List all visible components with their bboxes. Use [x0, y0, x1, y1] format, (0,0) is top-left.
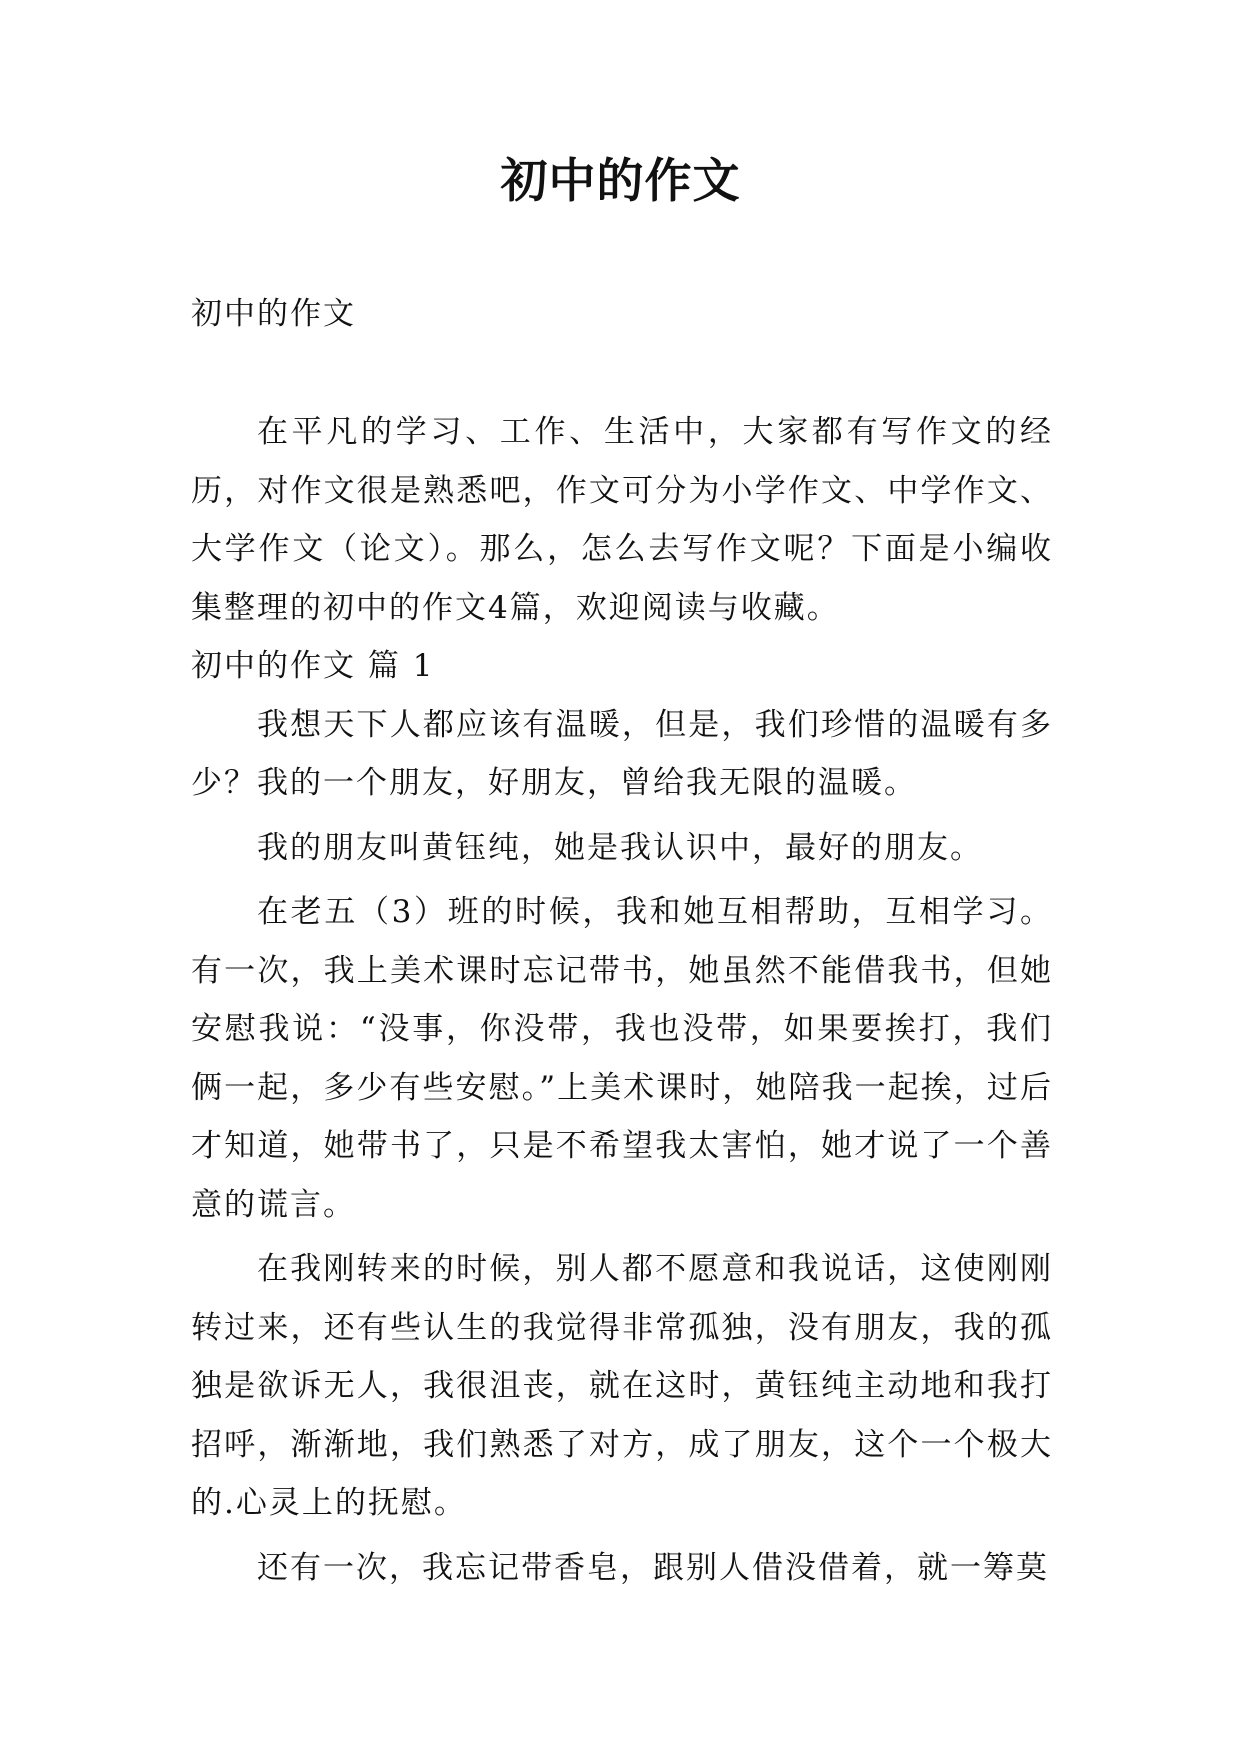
body-paragraph-2: 我的朋友叫黄钰纯，她是我认识中，最好的朋友。 — [257, 829, 983, 866]
document-body — [191, 285, 1053, 1597]
document-title: 初中的作文 — [500, 154, 741, 209]
document-subtitle: 初中的作文 — [191, 296, 356, 332]
body-paragraph-3: 在老五（3）班的时候，我和她互相帮助，互相学习。有一次，我上美术课时忘记带书，她虽然不能借我书，但她安慰我说：“没事，你没带，我也没带，如果要挨打，我们俩一起，多少有些安慰。”上美术课时，她陪我一起挨，过后才知道，她带书了，只是不希望我太害怕，她才说了一个善意的谎言。 — [191, 894, 1053, 1223]
section-heading: 初中的作文 篇 1 — [191, 648, 435, 684]
body-paragraph-1: 我想天下人都应该有温暖，但是，我们珍惜的温暖有多少？我的一个朋友，好朋友，曾给我无限的温暖。 — [191, 706, 1053, 801]
body-paragraph-5: 还有一次，我忘记带香皂，跟别人借没借着，就一筹莫 — [257, 1549, 1049, 1586]
intro-paragraph: 在平凡的学习、工作、生活中，大家都有写作文的经历，对作文很是熟悉吧，作文可分为小学作文、中学作文、大学作文（论文）。那么，怎么去写作文呢？下面是小编收集整理的初中的作文4篇，欢迎阅读与收藏。 — [191, 414, 1053, 626]
body-paragraph-4: 在我刚转来的时候，别人都不愿意和我说话，这使刚刚转过来，还有些认生的我觉得非常孤独，没有朋友，我的孤独是欲诉无人，我很沮丧，就在这时，黄钰纯主动地和我打招呼，渐渐地，我们熟悉了对方，成了朋友，这个一个极大的.心灵上的抚慰。 — [191, 1251, 1053, 1521]
